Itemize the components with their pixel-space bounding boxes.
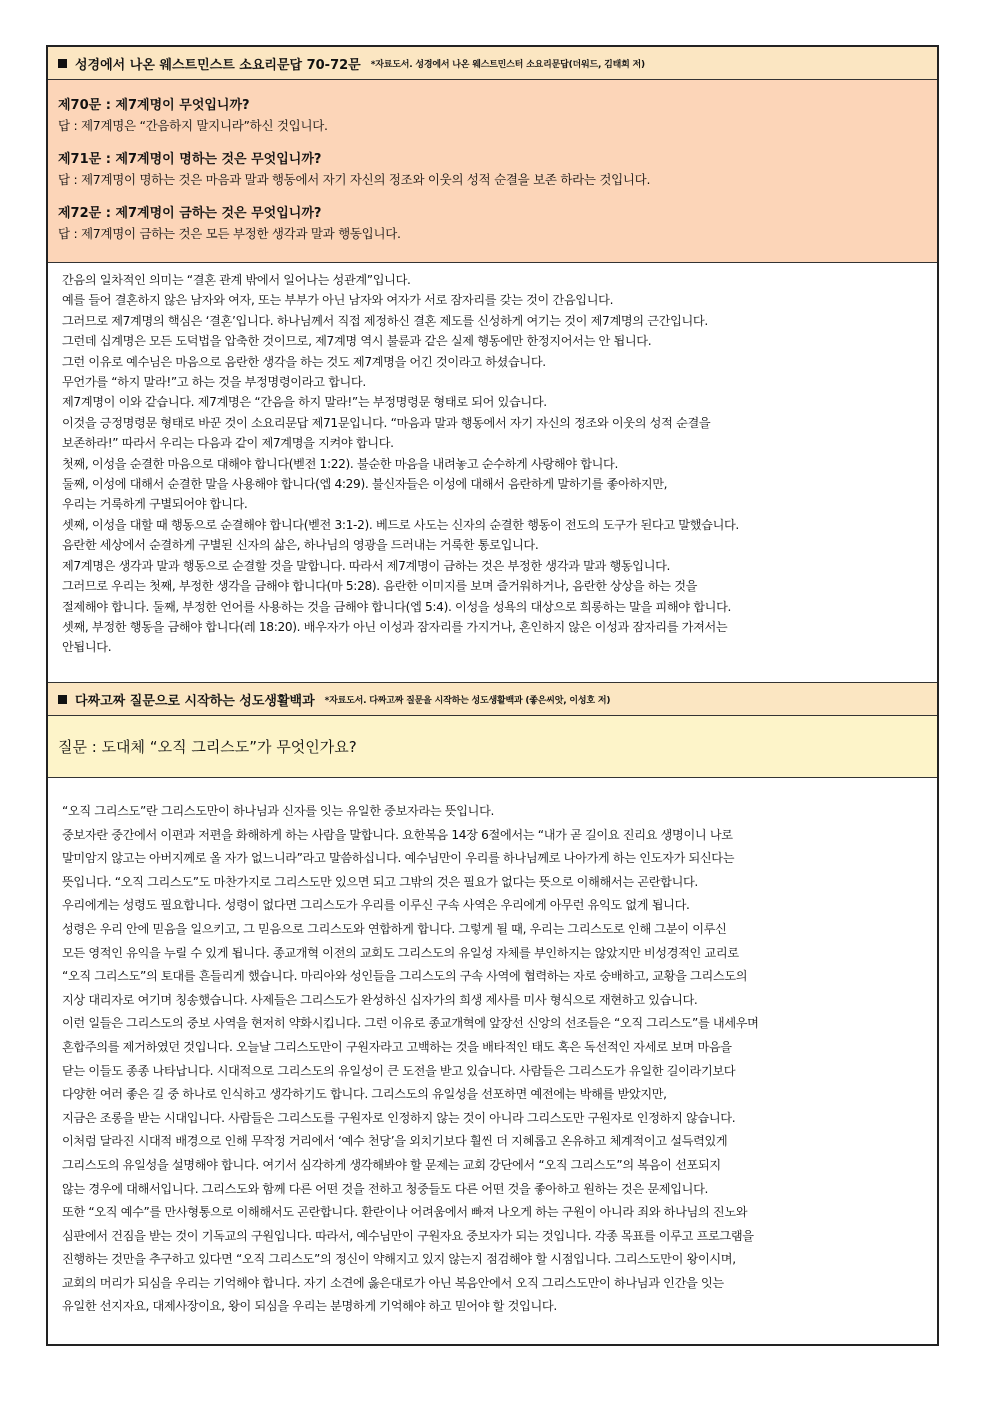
text-line: 혼합주의를 제거하였던 것입니다. 오늘날 그리스도만이 구원자라고 고백하는 것을 배타적인 태도 혹은 독선적인 자세로 보며 마음을 — [62, 1039, 732, 1054]
text-line: 셋째, 부정한 행동을 금해야 합니다(레 18:20). 배우자가 아닌 이성과 잠자리를 가지거나, 혼인하지 않은 이성과 잠자리를 가져서는 — [62, 619, 728, 634]
text-line: 간음의 일차적인 의미는 “결혼 관계 밖에서 일어나는 성관계”입니다. — [62, 273, 411, 287]
text-line: 진행하는 것만을 추구하고 있다면 “오직 그리스도”의 정신이 약해지고 있지 않는지 점검해야 할 시점입니다. 그리스도만이 왕이시며, — [62, 1252, 736, 1267]
answer-71: 답 : 제7계명이 명하는 것은 마음과 말과 행동에서 자기 자신의 정조와 이웃의 성적 순결을 보존 하라는 것입니다. — [58, 172, 651, 187]
text-line: 지상 대리자로 여기며 칭송했습니다. 사제들은 그리스도가 완성하신 십자가의 희생 제사를 미사 형식으로 재현하고 있습니다. — [62, 992, 698, 1007]
text-line: 교회의 머리가 되심을 우리는 기억해야 합니다. 자기 소견에 옳은대로가 아닌 복음안에서 오직 그리스도만이 하나님과 인간을 잇는 — [62, 1275, 724, 1290]
question-71: 제71문 : 제7계명이 명하는 것은 무엇입니까? — [58, 152, 322, 167]
text-line: 그러므로 우리는 첫째, 부정한 생각을 금해야 합니다(마 5:28). 음란한 이미지를 보며 즐거워하거나, 음란한 상상을 하는 것을 — [62, 579, 698, 594]
text-line: 그런데 십계명은 모든 도덕법을 압축한 것이므로, 제7계명 역시 불륜과 같은 실제 행동에만 한정지어서는 안 됩니다. — [62, 334, 652, 349]
text-line: 안됩니다. — [62, 640, 112, 655]
question-72: 제72문 : 제7계명이 금하는 것은 무엇입니까? — [58, 206, 322, 221]
text-line: 뜻입니다. “오직 그리스도”도 마찬가지로 그리스도만 있으면 되고 그밖의 것은 필요가 없다는 뜻으로 이해해서는 곤란합니다. — [62, 874, 698, 889]
text-line: 그러므로 제7계명의 핵심은 ‘결혼’입니다. 하나님께서 직접 제정하신 결혼 제도를 신성하게 여기는 것이 제7계명의 근간입니다. — [62, 313, 708, 328]
text-line: 무언가를 “하지 말라!”고 하는 것을 부정명령이라고 합니다. — [62, 375, 366, 390]
answer-70: 답 : 제7계명은 “간음하지 말지니라”하신 것입니다. — [58, 118, 328, 133]
life-title: 다짜고짜 질문으로 시작하는 성도생활백과 — [75, 693, 315, 709]
text-line: 제7계명은 생각과 말과 행동으로 순결할 것을 말합니다. 따라서 제7계명이 금하는 것은 부정한 생각과 말과 행동입니다. — [62, 558, 671, 573]
life-source: *자료도서. 다짜고짜 질문을 시작하는 성도생활백과 (좋은씨앗, 이성호 저) — [324, 695, 611, 706]
answer-72: 답 : 제7계명이 금하는 것은 모든 부정한 생각과 말과 행동입니다. — [58, 226, 401, 241]
question-70: 제70문 : 제7계명이 무엇입니까? — [58, 98, 250, 113]
text-line: 중보자란 중간에서 이편과 저편을 화해하게 하는 사람을 말합니다. 요한복음 14장 6절에서는 “내가 곧 길이요 진리요 생명이니 나로 — [62, 827, 733, 842]
life-question: 질문 : 도대체 “오직 그리스도”가 무엇인가요? — [58, 738, 357, 756]
square-bullet-icon — [58, 695, 67, 704]
catechism-header — [48, 47, 937, 80]
text-line: 말미암지 않고는 아버지께로 올 자가 없느니라”라고 말씀하십니다. 예수님만이 우리를 하나님께로 나아가게 하는 인도자가 되신다는 — [62, 851, 735, 866]
text-line: 그런 이유로 예수님은 마음으로 음란한 생각을 하는 것도 제7계명을 어긴 것이라고 하셨습니다. — [62, 354, 546, 369]
text-line: 예를 들어 결혼하지 않은 남자와 여자, 또는 부부가 아닌 남자와 여자가 서로 잠자리를 갖는 것이 간음입니다. — [62, 293, 614, 308]
life-header — [48, 683, 937, 716]
text-line: 첫째, 이성을 순결한 마음으로 대해야 합니다(벧전 1:22). 불순한 마음을 내려놓고 순수하게 사랑해야 합니다. — [62, 456, 618, 471]
text-line: 심판에서 건짐을 받는 것이 기독교의 구원입니다. 따라서, 예수님만이 구원자요 중보자가 되는 것입니다. 각종 목표를 이루고 프로그램을 — [62, 1228, 754, 1243]
catechism-source: *자료도서. 성경에서 나온 웨스트민스터 소요리문답(더워드, 김태희 저) — [370, 59, 645, 70]
text-line: 제7계명이 이와 같습니다. 제7계명은 “간음을 하지 말라!”는 부정명령문 형태로 되어 있습니다. — [62, 395, 547, 410]
text-line: 유일한 선지자요, 대제사장이요, 왕이 되심을 우리는 분명하게 기억해야 하고 믿어야 할 것입니다. — [62, 1299, 557, 1314]
text-line: 셋째, 이성을 대할 때 행동으로 순결해야 합니다(벧전 3:1-2). 베드로 사도는 신자의 순결한 행동이 전도의 도구가 된다고 말했습니다. — [62, 517, 739, 532]
text-line: “오직 그리스도”란 그리스도만이 하나님과 신자를 잇는 유일한 중보자라는 뜻입니다. — [62, 804, 495, 818]
text-line: 둘째, 이성에 대해서 순결한 말을 사용해야 합니다(엡 4:29). 불신자들은 이성에 대해서 음란하게 말하기를 좋아하지만, — [62, 477, 668, 492]
text-line: 우리에게는 성령도 필요합니다. 성령이 없다면 그리스도가 우리를 이루신 구속 사역은 우리에게 아무런 유익도 없게 됩니다. — [62, 898, 690, 913]
text-line: 이것을 긍정명령문 형태로 바꾼 것이 소요리문답 제71문입니다. “마음과 말과 행동에서 자기 자신의 정조와 이웃의 성적 순결을 — [62, 415, 711, 430]
catechism-title: 성경에서 나온 웨스트민스트 소요리문답 70-72문 — [75, 57, 361, 73]
document-frame — [46, 45, 939, 1346]
text-line: 닫는 이들도 종종 나타납니다. 시대적으로 그리스도의 유일성이 큰 도전을 받고 있습니다. 사람들은 그리스도가 유일한 길이라기보다 — [62, 1063, 736, 1078]
text-line: “오직 그리스도”의 토대를 흔들리게 했습니다. 마리아와 성인들을 그리스도의 구속 사역에 협력하는 자로 숭배하고, 교황을 그리스도의 — [62, 969, 748, 984]
life-question-box — [48, 716, 937, 778]
catechism-explanation — [48, 263, 937, 683]
text-line: 성령은 우리 안에 믿음을 일으키고, 그 믿음으로 그리스도와 연합하게 합니다. 그렇게 될 때, 우리는 그리스도로 인해 그분이 이루신 — [62, 921, 727, 936]
text-line: 보존하라!” 따라서 우리는 다음과 같이 제7계명을 지켜야 합니다. — [62, 436, 394, 451]
text-line: 이처럼 달라진 시대적 배경으로 인해 무작정 거리에서 ‘예수 천당’을 외치기보다 훨씬 더 지혜롭고 온유하고 체계적이고 설득력있게 — [62, 1134, 728, 1149]
text-line: 그리스도의 유일성을 설명해야 합니다. 여기서 심각하게 생각해봐야 할 문제는 교회 강단에서 “오직 그리스도”의 복음이 선포되지 — [62, 1157, 721, 1172]
text-line: 음란한 세상에서 순결하게 구별된 신자의 삶은, 하나님의 영광을 드러내는 거룩한 통로입니다. — [62, 538, 539, 553]
text-line: 절제해야 합니다. 둘째, 부정한 언어를 사용하는 것을 금해야 합니다(엡 5:4). 이성을 성욕의 대상으로 희롱하는 말을 피해야 합니다. — [62, 599, 732, 614]
text-line: 지금은 조롱을 받는 시대입니다. 사람들은 그리스도를 구원자로 인정하지 않는 것이 아니라 그리스도만 구원자로 인정하지 않습니다. — [62, 1110, 736, 1125]
text-line: 다양한 여러 좋은 길 중 하나로 인식하고 생각하기도 합니다. 그리스도의 유일성을 선포하면 예전에는 박해를 받았지만, — [62, 1087, 667, 1102]
text-line: 우리는 거룩하게 구별되어야 합니다. — [62, 497, 248, 512]
life-answer — [48, 778, 937, 1344]
text-line: 이런 일들은 그리스도의 중보 사역을 현저히 약화시킵니다. 그런 이유로 종교개혁에 앞장선 신앙의 선조들은 “오직 그리스도”를 내세우며 — [62, 1016, 759, 1031]
text-line: 모든 영적인 유익을 누릴 수 있게 됩니다. 종교개혁 이전의 교회도 그리스도의 유일성 자체를 부인하지는 않았지만 비성경적인 교리로 — [62, 945, 739, 960]
catechism-qa-box — [48, 80, 937, 263]
text-line: 또한 “오직 예수”를 만사형통으로 이해해서도 곤란합니다. 환란이나 어려움에서 빠져 나오게 하는 구원이 아니라 죄와 하나님의 진노와 — [62, 1205, 748, 1220]
square-bullet-icon — [58, 59, 67, 68]
text-line: 않는 경우에 대해서입니다. 그리스도와 함께 다른 어떤 것을 전하고 청중들도 다른 어떤 것을 좋아하고 원하는 것은 문제입니다. — [62, 1181, 709, 1196]
